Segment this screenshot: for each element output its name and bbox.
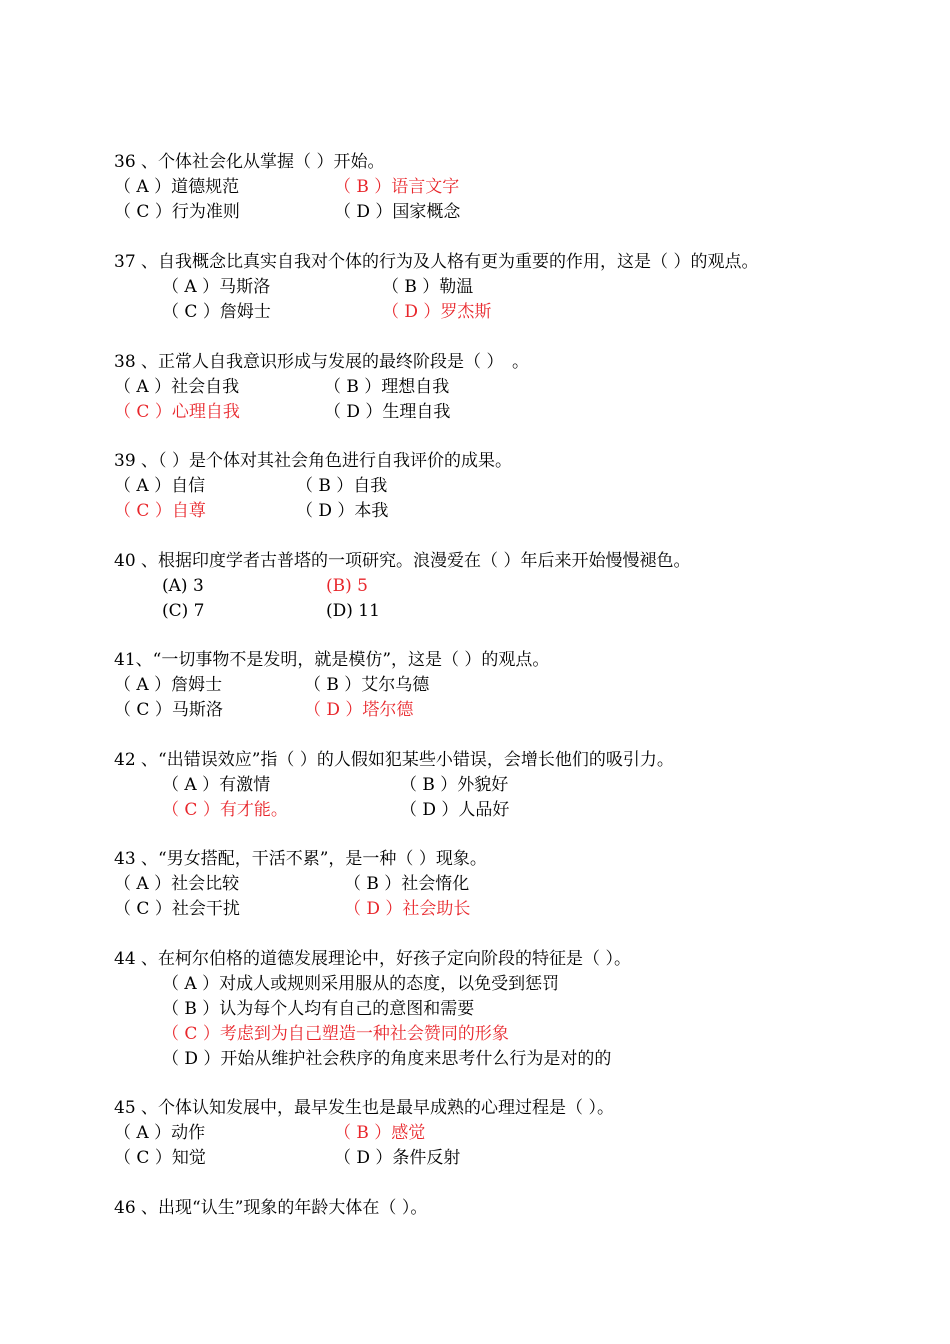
option-row <box>0 1121 614 1146</box>
option-a: （ A ）道德规范 <box>114 177 240 197</box>
option-b-answer: （ B ）感觉 <box>334 1123 426 1143</box>
question-stem: 38 、正常人自我意识形成与发展的最终阶段是（ ） 。 <box>114 352 529 372</box>
question-42 <box>0 748 674 823</box>
question-stem: 40 、根据印度学者古普塔的一项研究。浪漫爱在（ ）年后来开始慢慢褪色。 <box>114 551 691 571</box>
option-c-answer: （ C ）考虑到为自己塑造一种社会赞同的形象 <box>162 1024 509 1044</box>
question-36 <box>0 150 460 225</box>
question-39 <box>0 449 512 524</box>
option-row <box>0 275 758 300</box>
option-d: （ D ）生理自我 <box>324 402 451 422</box>
option-d: （ D ）本我 <box>296 501 389 521</box>
question-stem: 44 、在柯尔伯格的道德发展理论中，好孩子定向阶段的特征是（ ）。 <box>114 949 631 969</box>
option-b: （ B ）社会惰化 <box>344 874 470 894</box>
option-a: (A) 3 <box>162 576 204 596</box>
question-44 <box>0 947 631 1072</box>
option-b: （ B ）外貌好 <box>400 775 509 795</box>
option-b: （ B ）勒温 <box>382 277 474 297</box>
option-a: （ A ）马斯洛 <box>162 277 271 297</box>
question-40 <box>0 549 690 624</box>
option-row <box>0 300 758 325</box>
option-b: （ B ）自我 <box>296 476 388 496</box>
option-b-answer: （ B ）语言文字 <box>334 177 460 197</box>
option-row <box>0 1047 631 1072</box>
question-stem: 43 、“男女搭配，干活不累”，是一种（ ）现象。 <box>114 849 487 869</box>
option-a: （ A ）有激情 <box>162 775 271 795</box>
option-row <box>0 599 690 624</box>
option-a: （ A ）詹姆士 <box>114 675 223 695</box>
question-stem: 45 、个体认知发展中，最早发生也是最早成熟的心理过程是（ ）。 <box>114 1098 614 1118</box>
option-row <box>0 574 690 599</box>
option-d: （ D ）国家概念 <box>334 202 461 222</box>
question-stem: 41、“一切事物不是发明，就是模仿”，这是（ ）的观点。 <box>114 650 550 670</box>
question-stem: 37 、自我概念比真实自我对个体的行为及人格有更为重要的作用，这是（ ）的观点。 <box>114 252 759 272</box>
option-d-answer: （ D ）社会助长 <box>344 899 471 919</box>
question-37 <box>0 250 758 325</box>
question-stem: 46 、出现“认生”现象的年龄大体在（ ）。 <box>114 1198 428 1218</box>
option-row <box>0 474 512 499</box>
question-stem: 42 、“出错误效应”指（ ）的人假如犯某些小错误，会增长他们的吸引力。 <box>114 750 674 770</box>
option-c: （ C ）詹姆士 <box>162 302 271 322</box>
option-b: （ B ）理想自我 <box>324 377 450 397</box>
option-d-answer: （ D ）罗杰斯 <box>382 302 492 322</box>
option-d: （ D ）开始从维护社会秩序的角度来思考什么行为是对的的 <box>162 1049 612 1069</box>
option-row <box>0 972 631 997</box>
option-d: (D) 11 <box>326 601 380 621</box>
option-row <box>0 698 549 723</box>
option-a: （ A ）自信 <box>114 476 206 496</box>
option-row <box>0 175 460 200</box>
option-d: （ D ）条件反射 <box>334 1148 461 1168</box>
option-c-answer: （ C ）心理自我 <box>114 402 240 422</box>
question-38 <box>0 350 529 425</box>
option-b: （ B ）艾尔乌德 <box>304 675 430 695</box>
question-46 <box>0 1196 427 1221</box>
option-c-answer: （ C ）自尊 <box>114 501 206 521</box>
question-stem: 36 、个体社会化从掌握（ ）开始。 <box>114 152 385 172</box>
option-c: （ C ）马斯洛 <box>114 700 223 720</box>
option-c: （ C ）社会干扰 <box>114 899 240 919</box>
option-a: （ A ）社会自我 <box>114 377 240 397</box>
option-c-answer: （ C ）有才能。 <box>162 800 288 820</box>
option-row <box>0 1022 631 1047</box>
option-d: （ D ）人品好 <box>400 800 510 820</box>
option-b: （ B ）认为每个人均有自己的意图和需要 <box>162 999 475 1019</box>
option-row <box>0 997 631 1022</box>
option-row <box>0 872 487 897</box>
question-41 <box>0 648 549 723</box>
question-43 <box>0 847 487 922</box>
option-c: （ C ）知觉 <box>114 1148 206 1168</box>
option-d-answer: （ D ）塔尔德 <box>304 700 414 720</box>
question-45 <box>0 1096 614 1171</box>
option-c: (C) 7 <box>162 601 205 621</box>
option-a: （ A ）动作 <box>114 1123 206 1143</box>
option-row <box>0 499 512 524</box>
option-row <box>0 897 487 922</box>
option-row <box>0 400 529 425</box>
option-row <box>0 375 529 400</box>
option-row <box>0 773 674 798</box>
option-a: （ A ）社会比较 <box>114 874 240 894</box>
option-c: （ C ）行为准则 <box>114 202 240 222</box>
option-row <box>0 200 460 225</box>
option-row <box>0 673 549 698</box>
option-row <box>0 798 674 823</box>
option-a: （ A ）对成人或规则采用服从的态度，以免受到惩罚 <box>162 974 560 994</box>
option-b-answer: (B) 5 <box>326 576 368 596</box>
question-stem: 39 、（ ）是个体对其社会角色进行自我评价的成果。 <box>114 451 512 471</box>
option-row <box>0 1146 614 1171</box>
